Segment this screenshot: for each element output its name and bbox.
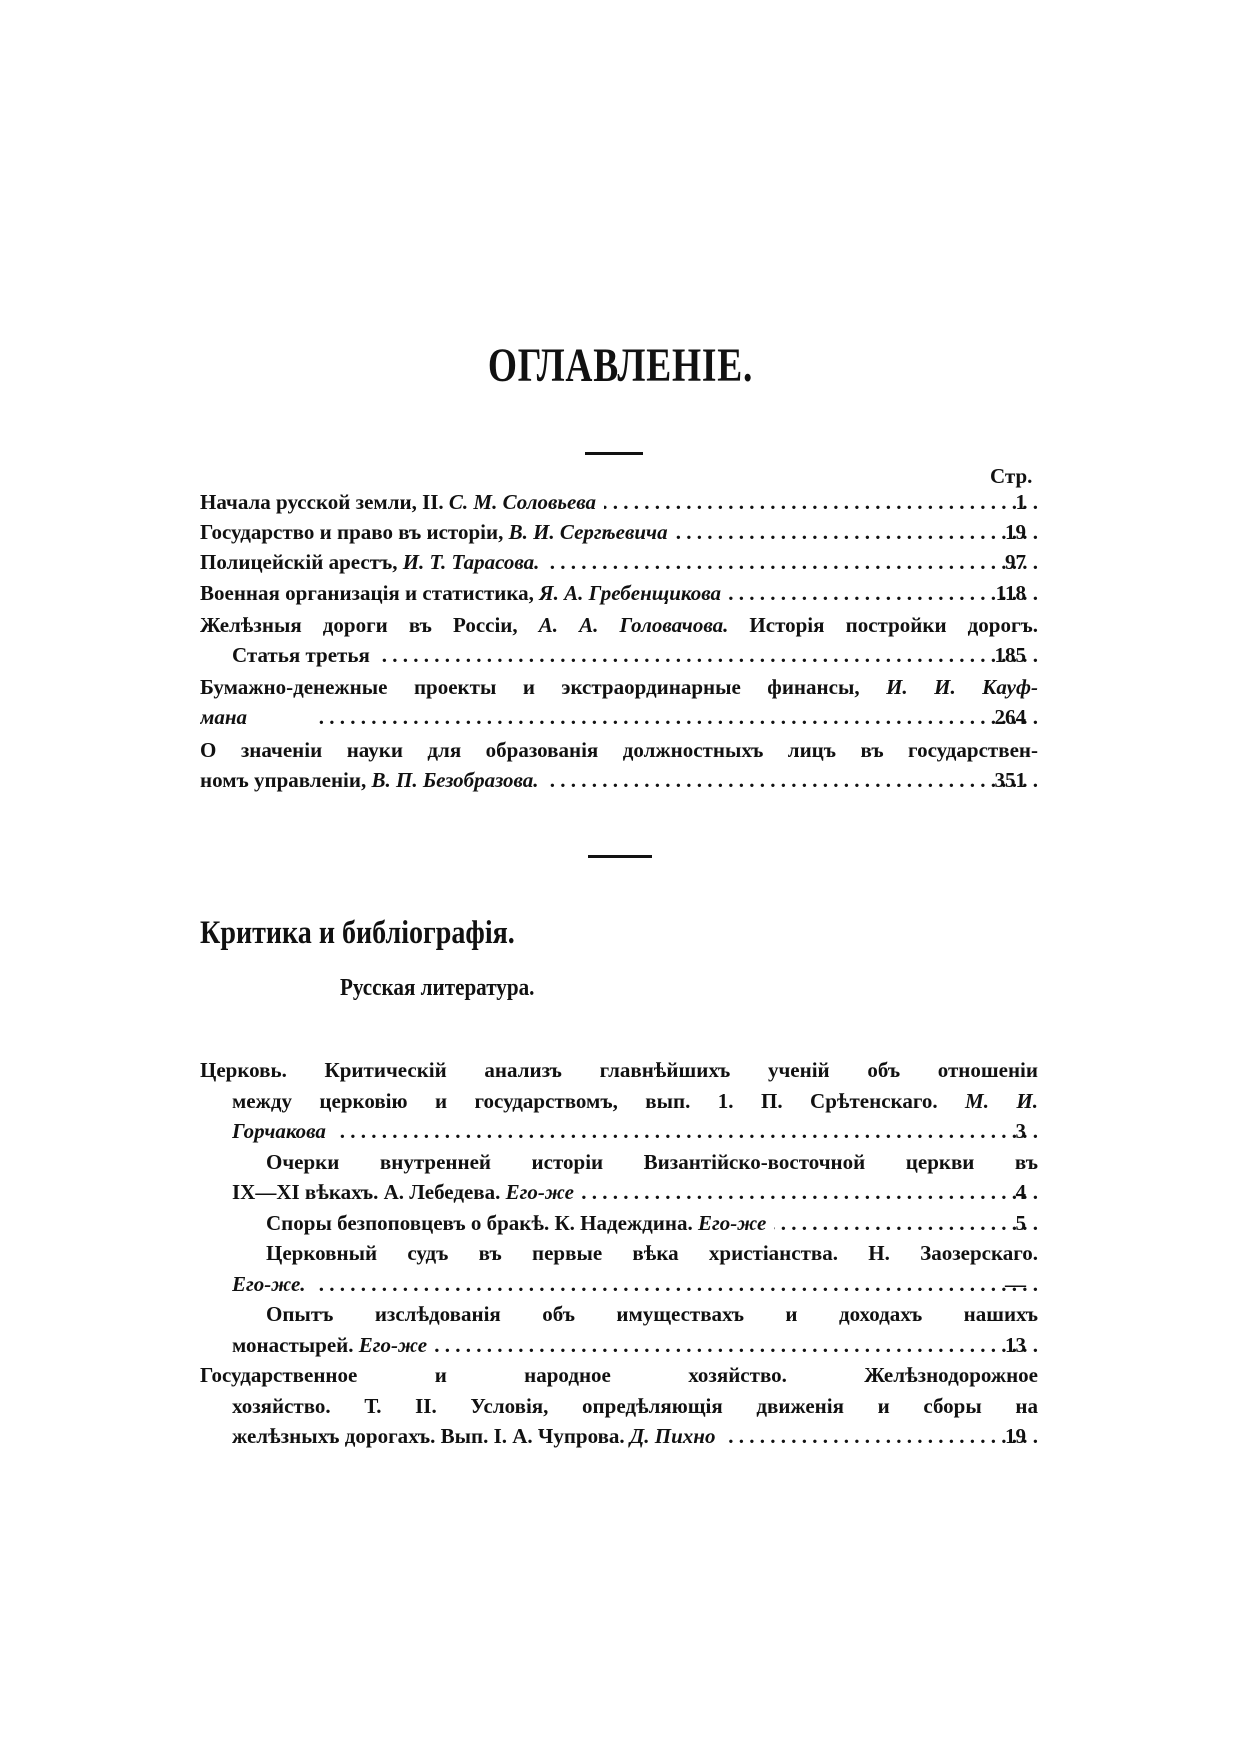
entry-title: хозяйство. Т. II. Условія, опредѣляющія движенія и сборы на [232,1393,1038,1418]
entry-title: О значеніи науки для образованія должностныхъ лицъ въ государствен- [200,737,1038,762]
entry-text [266,1238,1038,1268]
dot-leader [604,487,1038,517]
entry-author: В. И. Сергѣевича [508,520,668,545]
entry-title: IX—XI вѣкахъ. А. Лебедева. [232,1180,506,1204]
entry-line [266,1147,1038,1177]
entry-title: Споры безпоповцевъ о бракѣ. К. Надеждина. [266,1210,699,1235]
section-title: Критика и библіографія. [200,915,515,951]
page-number: 1 [1015,490,1026,514]
entry-title: Церковный судъ въ первые вѣка христіанства. Н. Заозерскаго. [266,1241,1038,1265]
entry-line [232,1116,1038,1146]
dot-leader [334,1116,1038,1146]
entry-text [200,487,596,517]
page-column-label: Стр. [990,464,1033,488]
page-number: — [1005,1271,1026,1296]
page-number: 264 [994,705,1026,730]
entry-author: мана [200,705,248,730]
entry-line [200,578,1038,608]
entry-author: Его-же [698,1210,767,1235]
dot-leader [547,547,1038,577]
entry-line [266,1208,1038,1238]
entry-text [232,1116,326,1146]
page-number: 19 [1005,520,1026,545]
entry-author: И. Т. Тарасова. [402,550,540,575]
entry-title: Государственное и народное хозяйство. Желѣзнодорожное [200,1363,1038,1387]
entry-line [232,1330,1038,1360]
entry-line [232,1391,1038,1421]
entry-text [200,610,1038,640]
entry-title: Военная организація и статистика, [200,580,540,605]
entry-line [232,1086,1038,1116]
page-number: 4 [1015,1180,1026,1204]
entry-line [200,610,1038,640]
entry-title: монастырей. [232,1332,359,1357]
entry-text [266,1208,766,1238]
dot-leader [547,765,1038,795]
entry-title: номъ управленіи, [200,767,372,792]
entry-title: Желѣзныя дороги въ Россіи, [200,612,539,637]
entry-author: Его-же. [232,1271,306,1296]
page-number: 351 [994,767,1026,792]
entry-author: С. М. Соловьева [448,490,597,514]
entry-author: Его-же [358,1332,428,1357]
dot-leader [582,1177,1038,1207]
entry-text [232,1330,427,1360]
entry-text [232,1269,306,1299]
entry-text [200,517,668,547]
entry-tail: Исторія постройки дорогъ. [728,612,1038,637]
entry-line [200,672,1038,702]
entry-text [200,672,1038,702]
entry-text [200,765,539,795]
dot-leader [314,1269,1038,1299]
entry-text [200,702,247,732]
entry-title: между церковію и государствомъ, вып. 1. П. Срѣтенскаго. [232,1088,966,1113]
entry-author: М. И. [965,1088,1038,1113]
entry-text [266,1299,1038,1329]
entry-line [200,517,1038,547]
entry-line [232,1269,1038,1299]
entry-line [200,547,1038,577]
subsection-title: Русская литература. [340,975,535,1001]
entry-line [232,1177,1038,1207]
entry-title: Статья третья [232,643,370,667]
entry-title: Очерки внутренней исторіи Византійско-восточной церкви въ [266,1149,1038,1174]
entry-title: Государство и право въ исторіи, [200,520,509,545]
page-number: 3 [1015,1119,1026,1143]
entry-text [200,547,539,577]
entry-text [232,1177,574,1207]
entry-text [200,1360,1038,1390]
entry-title: желѣзныхъ дорогахъ. Вып. I. А. Чупрова. [232,1424,630,1448]
entry-line [200,1360,1038,1390]
entry-line [200,487,1038,517]
entry-title: Бумажно-денежные проекты и экстраординарные финансы, [200,675,887,700]
entry-title: Полицейскій арестъ, [200,550,403,575]
entry-line [266,1299,1038,1329]
entry-author: Горчакова [232,1119,326,1143]
entry-title: Опытъ изслѣдованія объ имуществахъ и доходахъ нашихъ [266,1302,1038,1326]
page-number: 118 [995,580,1026,605]
entry-author: И. И. Кауф- [886,675,1038,700]
entry-line [266,1238,1038,1268]
divider [585,452,643,455]
entry-line [232,640,1038,670]
entry-text [200,1055,1038,1085]
entry-author: Д. Пихно [629,1424,716,1448]
page-number: 5 [1015,1210,1026,1235]
divider [588,855,652,858]
page-number: 185 [994,643,1026,667]
entry-text [232,1421,715,1451]
page-number: 13 [1005,1332,1026,1357]
entry-line [200,1055,1038,1085]
entry-author: В. П. Безобразова. [371,767,539,792]
entry-line [232,1421,1038,1451]
entry-text [266,1147,1038,1177]
dot-leader [435,1330,1038,1360]
entry-author: Я. А. Гребенщикова [539,580,722,605]
page-number: 97 [1005,550,1026,575]
entry-text [232,1086,1038,1116]
dot-leader [255,702,1038,732]
entry-title: Начала русской земли, II. [200,490,449,514]
entry-author: А. А. Головачова. [538,612,729,637]
page-title: ОГЛАВЛЕНІЕ. [487,339,754,392]
entry-text [232,1391,1038,1421]
entry-text [200,735,1038,765]
entry-line [200,765,1038,795]
entry-line [200,702,1038,732]
entry-line [200,735,1038,765]
entry-text [200,578,721,608]
page-number: 19 [1005,1424,1026,1448]
entry-text [232,640,370,670]
dot-leader [378,640,1038,670]
entry-author: Его-же [505,1180,574,1204]
entry-title: Церковь. Критическій анализъ главнѣйшихъ ученій объ отношеніи [200,1058,1038,1082]
